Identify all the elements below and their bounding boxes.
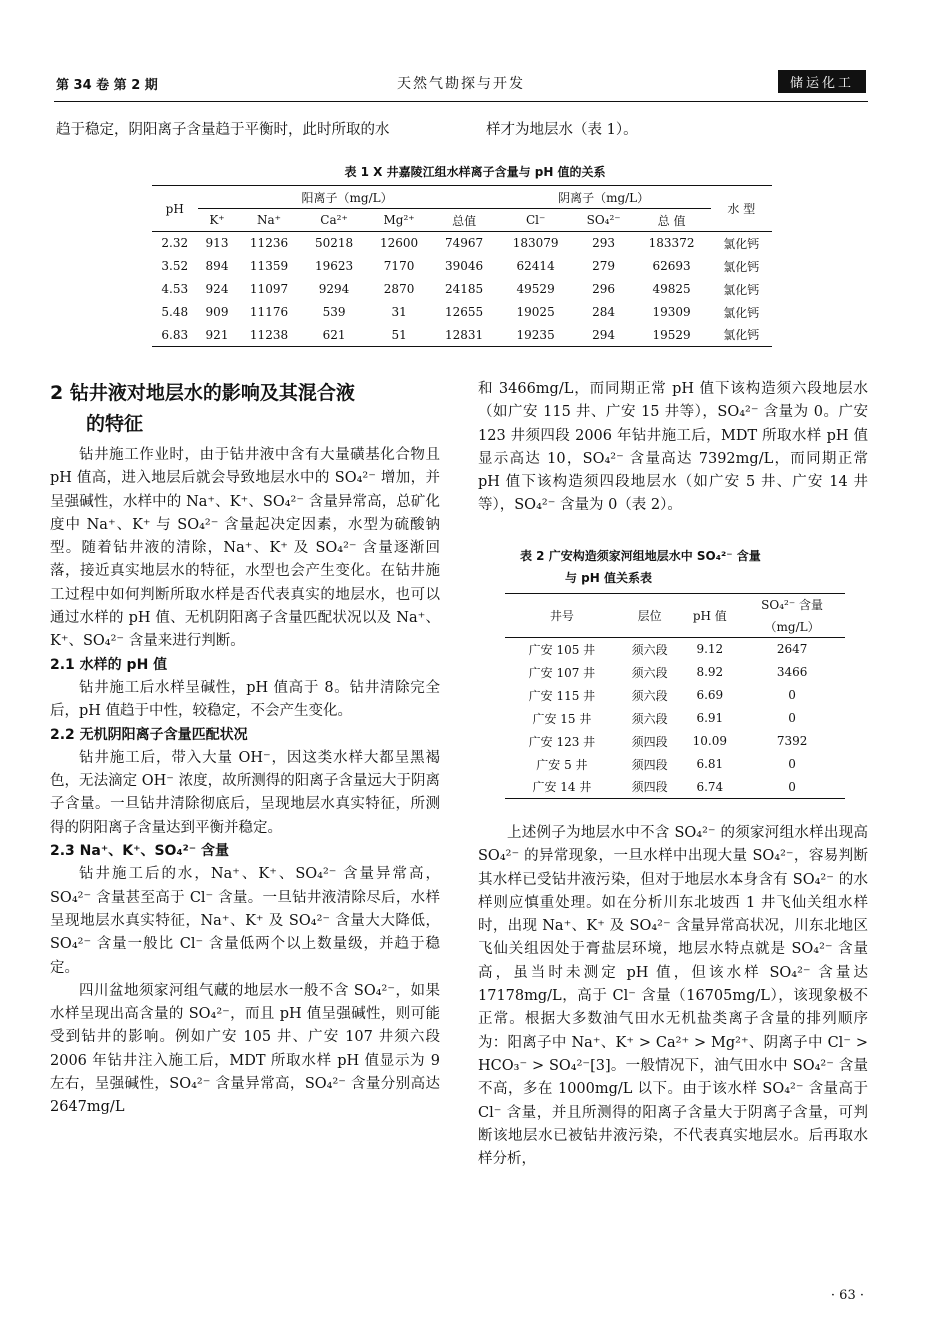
- table-cell: 须六段: [631, 688, 668, 703]
- table-cell: 广安 5 井: [536, 757, 588, 772]
- subsection-2-3-title: 2.3 Na⁺、K⁺、SO₄²⁻ 含量: [50, 843, 229, 860]
- table-cell: 921: [205, 327, 229, 342]
- table-row: [505, 730, 845, 753]
- table-cell: 氯化钙: [723, 236, 760, 251]
- table-cell: 氯化钙: [723, 305, 760, 320]
- table1-col-so4: SO₄²⁻: [575, 209, 633, 232]
- table-cell: 6.74: [696, 779, 724, 794]
- table1-header-cation: 阳离子（mg/L）: [198, 186, 497, 209]
- table-cell: 须六段: [631, 642, 668, 657]
- table-cell: 51: [391, 327, 407, 342]
- table-cell: 6.83: [161, 327, 189, 342]
- table1-col-anion-total: 总 值: [633, 209, 711, 232]
- table-cell: 2.32: [161, 236, 189, 251]
- table-row: [152, 255, 772, 278]
- table1-col-mg: Mg²⁺: [367, 209, 432, 232]
- table-cell: 9.12: [696, 642, 724, 657]
- table-cell: 广安 115 井: [528, 688, 596, 703]
- table-cell: 2870: [383, 282, 415, 296]
- intro-line-left: 趋于稳定，阴阳离子含量趋于平衡时，此时所取的水: [56, 122, 390, 138]
- table-cell: 广安 123 井: [528, 734, 596, 749]
- table2-header-so4: SO₄²⁻ 含量: [761, 598, 824, 613]
- intro-line-right: 样才为地层水（表 1）。: [486, 122, 638, 138]
- table-cell: 894: [205, 259, 229, 273]
- table2-caption-line2: 与 pH 值关系表: [565, 571, 652, 585]
- table-cell: 62414: [516, 259, 555, 273]
- section2-3-paragraph-2: 四川盆地须家河组气藏的地层水一般不含 SO₄²⁻，如果水样呈现出高含量的 SO₄²⁻，而且 pH 值呈强碱性，则可能受到钻井的影响。例如广安 105 井、广安 107 井须六段 2006 年钻井注入施工后，MDT 所取水样 pH 值显示为 9 左右，呈强碱性，SO₄²⁻ 含量异常高，SO₄²⁻ 含量分别高达 2647mg/L: [50, 982, 440, 1116]
- table-cell: 39046: [445, 259, 484, 273]
- table-row: [505, 753, 845, 776]
- table1-col-ca: Ca²⁺: [302, 209, 367, 232]
- table-row: [152, 324, 772, 347]
- table-cell: 广安 105 井: [528, 642, 596, 657]
- table-cell: 2647: [776, 642, 808, 657]
- table-cell: 19623: [314, 259, 354, 273]
- subsection-2-1-title: 2.1 水样的 pH 值: [50, 656, 168, 673]
- header-rule: [54, 101, 868, 102]
- section2-1-paragraph: 钻井施工后水样呈碱性，pH 值高于 8。钻井清除完全后，pH 值趋于中性，较稳定，不会产生变化。: [50, 679, 440, 720]
- subsection-2-2-title: 2.2 无机阴阳离子含量匹配状况: [50, 726, 248, 743]
- table-cell: 3.52: [161, 259, 189, 273]
- table-cell: 24185: [445, 282, 484, 296]
- table-row: [505, 684, 845, 707]
- table-cell: 9294: [318, 282, 350, 296]
- table-cell: 183079: [512, 236, 559, 251]
- table-cell: 294: [592, 327, 616, 342]
- table-cell: 7170: [383, 259, 415, 273]
- table-cell: 19025: [516, 305, 555, 319]
- table-row: [505, 707, 845, 730]
- table-cell: 11176: [249, 305, 289, 319]
- section-badge: 储运化工: [778, 70, 866, 93]
- table-cell: 19235: [516, 327, 555, 342]
- table-row: [505, 776, 845, 799]
- table2-header-ph: pH 值: [680, 594, 739, 638]
- table-cell: 11238: [249, 327, 289, 342]
- right-column-bottom: [478, 822, 868, 1171]
- table-cell: 7392: [776, 734, 808, 748]
- table-cell: 31: [391, 305, 407, 319]
- table2-caption-line1: 表 2 广安构造须家河组地层水中 SO₄²⁻ 含量: [520, 549, 761, 563]
- table-cell: 183372: [648, 236, 695, 251]
- section2-3-paragraph-1: 钻井施工后的水，Na⁺、K⁺、SO₄²⁻ 含量异常高，SO₄²⁻ 含量甚至高于 Cl⁻ 含量。一旦钻井液清除尽后，水样呈现地层水真实特征，Na⁺、K⁺ 及 SO₄²⁻ 含量大大降低，SO₄²⁻ 含量一般比 Cl⁻ 含量低两个以上数量级，并趋于稳定。: [50, 866, 440, 976]
- table-cell: 50218: [314, 236, 354, 251]
- table1-header-ph: pH: [152, 186, 198, 232]
- table-cell: 10.09: [692, 734, 727, 748]
- table-cell: 0: [788, 711, 796, 725]
- table1: [152, 185, 772, 347]
- table-row: [152, 232, 772, 255]
- table-cell: 279: [592, 259, 616, 273]
- table-cell: 广安 15 井: [532, 711, 592, 726]
- table-cell: 广安 107 井: [528, 665, 596, 680]
- table1-col-cation-total: 总值: [432, 209, 497, 232]
- table1-header-type: 水 型: [711, 186, 772, 232]
- journal-issue: 第 34 卷 第 2 期: [56, 78, 158, 93]
- table-cell: 913: [205, 236, 229, 251]
- table-row: [152, 278, 772, 301]
- table-cell: 须四段: [631, 757, 668, 772]
- table-cell: 5.48: [161, 305, 189, 319]
- table-cell: 621: [322, 327, 346, 342]
- left-column: [50, 378, 440, 1120]
- table-cell: 8.92: [696, 665, 724, 679]
- table-cell: 49825: [652, 282, 691, 296]
- table-cell: 须六段: [631, 665, 668, 680]
- table-cell: 296: [592, 282, 616, 296]
- table-cell: 0: [788, 779, 796, 794]
- table2-header-layer: 层位: [619, 594, 681, 638]
- journal-title: 天然气勘探与开发: [397, 76, 525, 92]
- table-row: [505, 661, 845, 684]
- section2-2-paragraph: 钻井施工后，带入大量 OH⁻，因这类水样大都呈黑褐色，无法滴定 OH⁻ 浓度，故所测得的阳离子含量远大于阴离子含量。一旦钻井清除彻底后，呈现地层水真实特征，所测得的阴阳离子含量达到平衡并稳定。: [50, 749, 440, 836]
- table-cell: 74967: [445, 236, 484, 251]
- table1-col-k: K⁺: [198, 209, 237, 232]
- table1-col-na: Na⁺: [237, 209, 302, 232]
- table-row: [505, 638, 845, 661]
- table-cell: 19309: [652, 305, 691, 319]
- table-cell: 284: [592, 305, 616, 319]
- table2-header-unit: （mg/L）: [739, 616, 845, 638]
- table-cell: 539: [322, 305, 346, 319]
- section2-paragraph-1: 钻井施工作业时，由于钻井液中含有大量磺基化合物且 pH 值高，进入地层后就会导致地层水中的 SO₄²⁻ 增加，并呈强碱性，水样中的 Na⁺、K⁺、SO₄²⁻ 含量异常高，总矿化度中 Na⁺、K⁺ 与 SO₄²⁻ 含量起决定因素，水型为硫酸钠型。随着钻井液的清除，Na⁺、K⁺ 及 SO₄²⁻ 含量逐渐回落，接近真实地层水的特征，水型也会产生变化。在钻井施工过程中如何判断所取水样是否代表真实的地层水，也可以通过水样的 pH 值、无机阴阳离子含量匹配状况以及 Na⁺、K⁺、SO₄²⁻ 含量来进行判断。: [50, 447, 440, 650]
- table-cell: 须四段: [631, 734, 668, 749]
- table-cell: 924: [205, 282, 229, 296]
- table-cell: 11359: [249, 259, 289, 273]
- table-cell: 909: [205, 305, 229, 319]
- running-header: [56, 64, 866, 98]
- table-cell: 4.53: [161, 282, 189, 296]
- table-cell: 12600: [379, 236, 419, 251]
- table-cell: 0: [788, 757, 796, 771]
- table2: [505, 593, 845, 799]
- table-cell: 6.91: [696, 711, 724, 725]
- table-row: [152, 301, 772, 324]
- right-column-top: [478, 378, 868, 518]
- section2-title-line1: 2 钻井液对地层水的影响及其混合液: [50, 382, 355, 404]
- table2-header-well: 井号: [505, 594, 619, 638]
- table-cell: 氯化钙: [723, 259, 760, 274]
- section2-title-line2: 的特征: [86, 413, 144, 435]
- table-cell: 广安 14 井: [532, 780, 592, 795]
- table-cell: 11236: [249, 236, 289, 251]
- table-cell: 12831: [445, 327, 484, 342]
- right-paragraph-2: 上述例子为地层水中不含 SO₄²⁻ 的须家河组水样出现高 SO₄²⁻ 的异常现象，一旦水样中出现大量 SO₄²⁻，容易判断其水样已受钻井液污染，但对于地层水本身含有 SO₄²⁻ 的水样则应慎重处理。如在分析川东北坡西 1 井飞仙关组水样时，出现 Na⁺、K⁺ 及 SO₄²⁻ 含量异常高状况，川东北地区飞仙关组因处于膏盐层环境，地层水特点就是 SO₄²⁻ 含量高，虽当时未测定 pH 值，但该水样 SO₄²⁻ 含量达 17178mg/L，高于 Cl⁻ 含量（16705mg/L），该现象极不正常。根据大多数油气田水无机盐类离子含量的排列顺序为：阳离子中 Na⁺、K⁺ > Ca²⁺ > Mg²⁺、阴离子中 Cl⁻ > HCO₃⁻ > SO₄²⁻[3]。一般情况下，油气田水中 SO₄²⁻ 含量不高，多在 1000mg/L 以下。由于该水样 SO₄²⁻ 含量高于 Cl⁻ 含量，并且所测得的阳离子含量大于阴离子含量，可判断该地层水已被钻井液污染，不代表真实地层水。后再取水样分析，: [478, 825, 868, 1168]
- table-cell: 6.69: [696, 688, 724, 702]
- table-cell: 3466: [776, 665, 808, 679]
- table-cell: 19529: [652, 327, 691, 342]
- table-cell: 0: [788, 688, 796, 702]
- table-cell: 氯化钙: [723, 282, 760, 297]
- table-cell: 12655: [445, 305, 484, 319]
- table-cell: 49529: [516, 282, 555, 296]
- table-cell: 11097: [249, 282, 289, 296]
- table-cell: 须六段: [631, 711, 668, 726]
- table-cell: 须四段: [631, 780, 668, 795]
- table1-col-cl: Cl⁻: [497, 209, 575, 232]
- table-cell: 293: [592, 236, 616, 251]
- page-number: · 63 ·: [830, 1288, 864, 1303]
- right-paragraph-1: 和 3466mg/L，而同期正常 pH 值下该构造须六段地层水（如广安 115 井、广安 15 井等），SO₄²⁻ 含量为 0。广安 123 井须四段 2006 年钻井施工后，MDT 所取水样 pH 值显示高达 10，SO₄²⁻ 含量高达 7392mg/L，而同期正常 pH 值下该构造须四段地层水（如广安 5 井、广安 14 井等），SO₄²⁻ 含量为 0（表 2）。: [478, 381, 868, 514]
- table1-header-anion: 阴离子（mg/L）: [497, 186, 711, 209]
- table1-caption: 表 1 X 井嘉陵江组水样离子含量与 pH 值的关系: [344, 165, 606, 179]
- table-cell: 6.81: [696, 757, 724, 771]
- table-cell: 62693: [652, 259, 691, 273]
- table-cell: 氯化钙: [723, 328, 760, 343]
